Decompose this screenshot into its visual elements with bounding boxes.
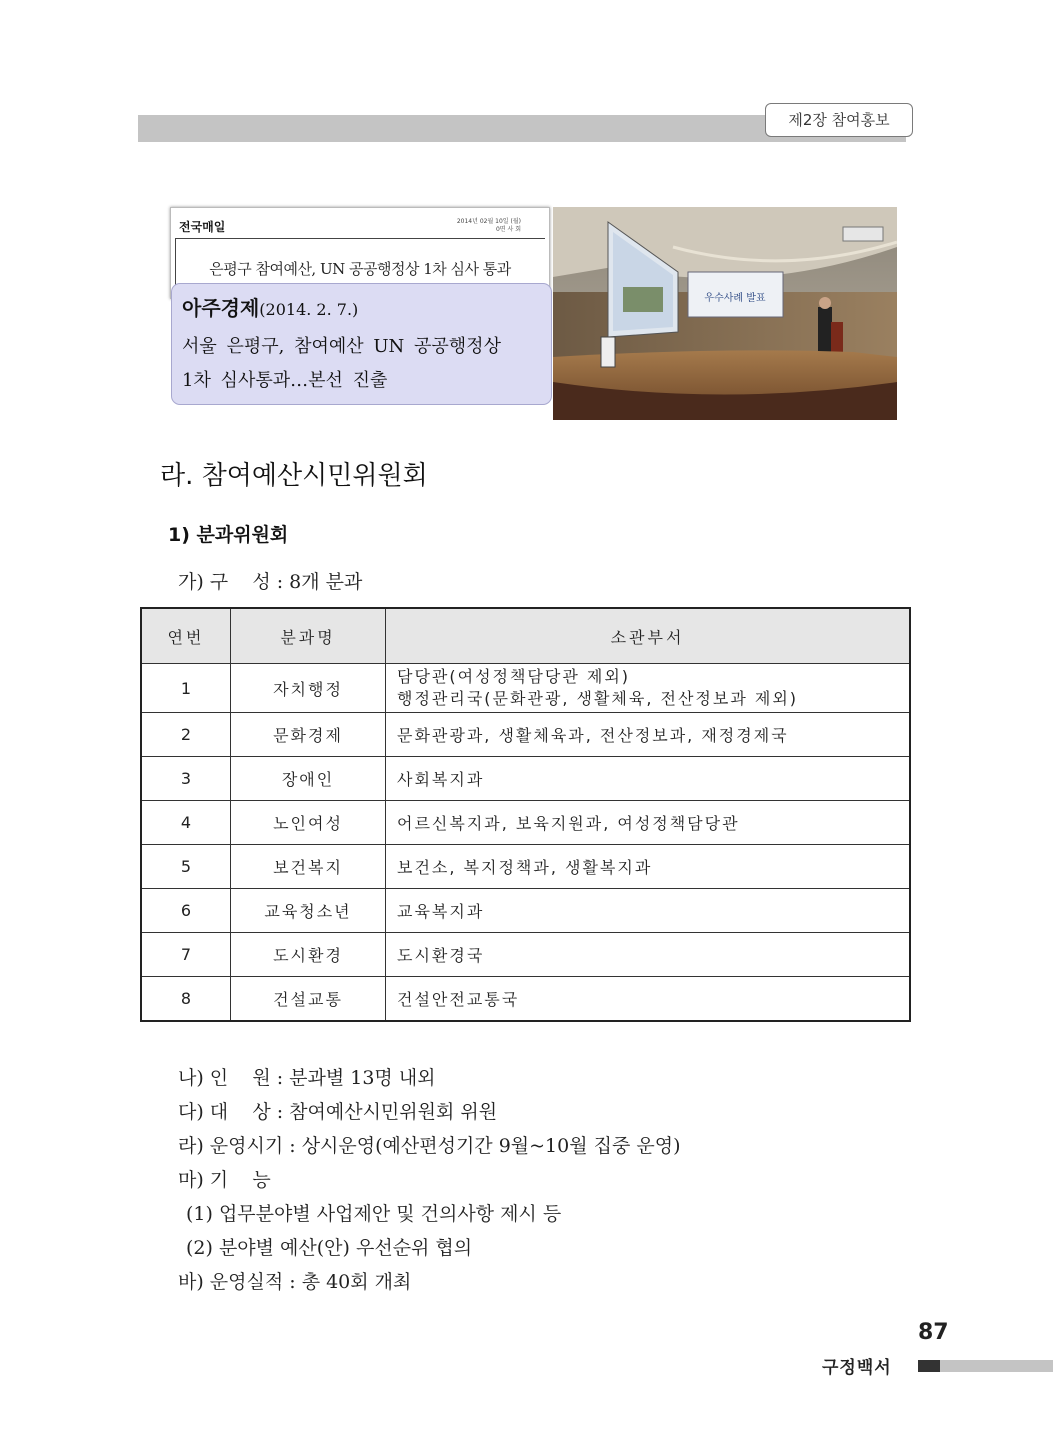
function-item-1: (1) 업무분야별 사업제안 및 건의사항 제시 등 xyxy=(186,1203,562,1225)
row-no: 5 xyxy=(141,845,231,889)
table-row xyxy=(141,713,910,757)
header-dept: 소관부서 xyxy=(386,608,911,664)
row-no: 7 xyxy=(141,933,231,977)
clipping-rule xyxy=(175,238,545,239)
row-dept: 사회복지과 xyxy=(386,757,911,801)
function-item-2: (2) 분야별 예산(안) 우선순위 협의 xyxy=(186,1237,473,1259)
clipping-date-line2: 0면 사 회 xyxy=(495,226,521,233)
news-caption xyxy=(171,283,552,405)
row-name: 장애인 xyxy=(231,757,386,801)
row-no: 4 xyxy=(141,801,231,845)
presentation-photo xyxy=(553,207,897,420)
row-dept: 보건소, 복지정책과, 생활복지과 xyxy=(386,845,911,889)
row-dept: 건설안전교통국 xyxy=(386,977,911,1022)
results-line: 바) 운영실적 : 총 40회 개최 xyxy=(178,1271,412,1293)
footer-bar xyxy=(940,1360,1053,1372)
composition-line: 가) 구 성 : 8개 분과 xyxy=(178,571,363,593)
subsection-title: 1) 분과위원회 xyxy=(168,524,289,546)
function-line: 마) 기 능 xyxy=(178,1169,271,1191)
table-row xyxy=(141,845,910,889)
caption-line-2: 1차 심사통과…본선 진출 xyxy=(182,370,388,391)
row-name: 자치행정 xyxy=(231,664,386,713)
page-number: 87 xyxy=(918,1320,949,1345)
row-no: 1 xyxy=(141,664,231,713)
table-row xyxy=(141,757,910,801)
table-row xyxy=(141,664,910,713)
target-line: 다) 대 상 : 참여예산시민위원회 위원 xyxy=(178,1101,498,1123)
clipping-date-line1: 2014년 02월 10일 (월) xyxy=(456,218,521,225)
row-no: 8 xyxy=(141,977,231,1022)
row-no: 3 xyxy=(141,757,231,801)
row-name: 도시환경 xyxy=(231,933,386,977)
members-line: 나) 인 원 : 분과별 13명 내외 xyxy=(178,1067,436,1089)
header-name: 분과명 xyxy=(231,608,386,664)
clipping-date xyxy=(457,218,521,234)
caption-date: (2014. 2. 7.) xyxy=(259,300,359,319)
row-name: 건설교통 xyxy=(231,977,386,1022)
row-dept-line-1: 담당관(여성정책담당관 제외) xyxy=(397,667,631,686)
table-row xyxy=(141,889,910,933)
table-row xyxy=(141,977,910,1022)
row-dept xyxy=(386,664,911,713)
banner-text: 우수사례 발표 xyxy=(704,293,766,304)
header-no: 연번 xyxy=(141,608,231,664)
footer-label: 구정백서 xyxy=(822,1358,892,1378)
footer-dark-block xyxy=(918,1360,940,1372)
row-no: 2 xyxy=(141,713,231,757)
clipping-masthead: 전국매일 xyxy=(179,220,226,234)
section-title: 라. 참여예산시민위원회 xyxy=(160,461,428,491)
subcommittee-table xyxy=(140,607,911,1022)
presentation-photo-image xyxy=(553,207,897,420)
chapter-tab: 제2장 참여홍보 xyxy=(765,103,913,137)
row-dept: 문화관광과, 생활체육과, 전산정보과, 재정경제국 xyxy=(386,713,911,757)
table-header-row xyxy=(141,608,910,664)
row-dept: 도시환경국 xyxy=(386,933,911,977)
period-line: 라) 운영시기 : 상시운영(예산편성기간 9월~10월 집중 운영) xyxy=(178,1135,681,1157)
row-dept: 교육복지과 xyxy=(386,889,911,933)
row-dept: 어르신복지과, 보육지원과, 여성정책담당관 xyxy=(386,801,911,845)
row-name: 노인여성 xyxy=(231,801,386,845)
row-dept-line-2: 행정관리국(문화관광, 생활체육, 전산정보과 제외) xyxy=(397,689,799,708)
row-name: 보건복지 xyxy=(231,845,386,889)
table-row xyxy=(141,801,910,845)
table-row xyxy=(141,933,910,977)
row-no: 6 xyxy=(141,889,231,933)
caption-line-1: 서울 은평구, 참여예산 UN 공공행정상 xyxy=(182,336,501,357)
caption-source: 아주경제 xyxy=(182,296,260,320)
row-name: 문화경제 xyxy=(231,713,386,757)
clipping-headline: 은평구 참여예산, UN 공공행정상 1차 심사 통과 xyxy=(209,260,511,278)
row-name: 교육청소년 xyxy=(231,889,386,933)
